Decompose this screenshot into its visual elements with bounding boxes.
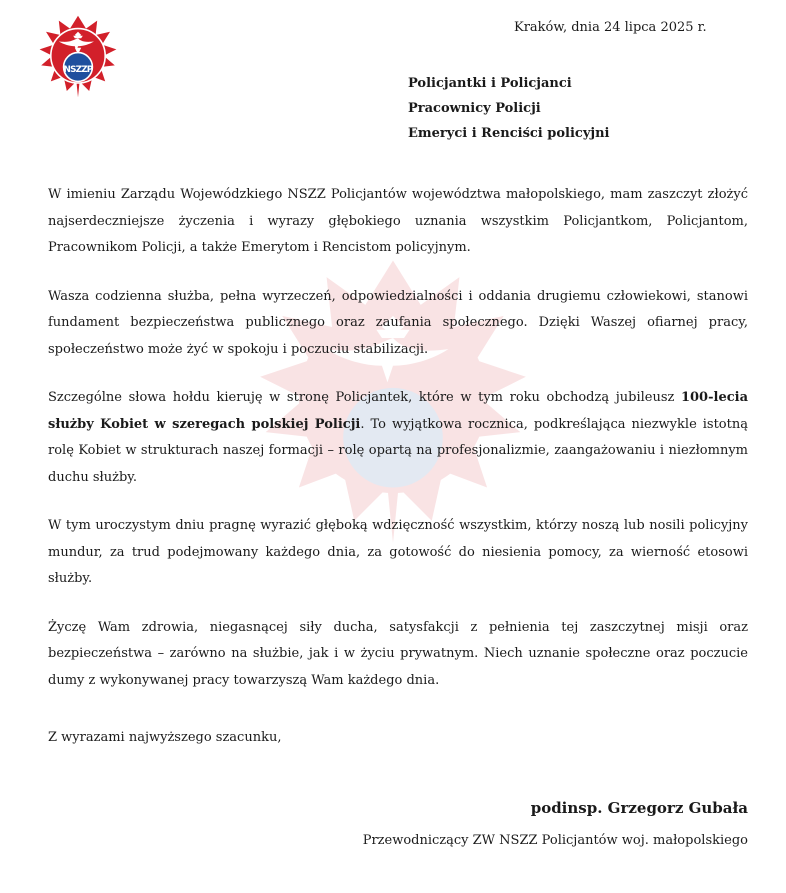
addressee-block bbox=[408, 71, 609, 146]
paragraph-text: Szczególne słowa hołdu kieruję w stronę Policjantek, które w tym roku obchodzą jubileusz bbox=[48, 390, 681, 405]
letter-body bbox=[48, 182, 748, 716]
paragraph: Wasza codzienna służba, pełna wyrzeczeń, odpowiedzialności i oddania drugiemu człowiekowi, stanowi fundament bezpieczeństwa publicznego oraz zaufania społecznego. Dzięki Waszej ofiarnej pracy, społeczeństwo może żyć w spokoju i poczuciu stabilizacji. bbox=[48, 288, 748, 357]
closing-line: Z wyrazami najwyższego szacunku, bbox=[48, 730, 282, 745]
paragraph: W imieniu Zarządu Wojewódzkiego NSZZ Policjantów województwa małopolskiego, mam zaszczyt złożyć najserdeczniejsze życzenia i wyrazy głębokiego uznania wszystkim Policjantkom, Policjantom, Pracownikom Policji, a także Emerytom i Rencistom policyjnym. bbox=[48, 187, 748, 255]
paragraph-text: . To wyjątkowa rocznica, podkreślająca niezwykle istotną rolę Kobiet w strukturach naszej formacji – rolę opartą na profesjonalizmie, zaangażowaniu i niezłomnym duchu służby. bbox=[48, 416, 748, 485]
paragraph-anniversary bbox=[48, 385, 748, 491]
addressee-line: Pracownicy Policji bbox=[408, 101, 541, 116]
paragraph: W tym uroczystym dniu pragnę wyrazić głęboką wdzięczność wszystkim, którzy noszą lub nosili policyjny mundur, za trud podejmowany każdego dnia, za gotowość do niesienia pomocy, za wierność etosowi służby. bbox=[48, 518, 748, 586]
letter-date: Kraków, dnia 24 lipca 2025 r. bbox=[514, 20, 707, 35]
addressee-line: Emeryci i Renciści policyjni bbox=[408, 126, 610, 141]
badge-letters: NSZZP bbox=[63, 64, 93, 75]
nszz-police-badge-logo bbox=[38, 14, 118, 104]
anniversary-highlight: 100-lecia służby Kobiet w szeregach polskiej Policji bbox=[48, 390, 748, 432]
signature-name: podinsp. Grzegorz Gubała bbox=[530, 799, 748, 817]
addressee-line: Policjantki i Policjanci bbox=[408, 76, 572, 91]
paragraph: Życzę Wam zdrowia, niegasnącej siły ducha, satysfakcji z pełnienia tej zaszczytnej misji oraz bezpieczeństwa – zarówno na służbie, jak i w życiu prywatnym. Niech uznanie społeczne oraz poczucie dumy z wykonywanej pracy towarzyszą Wam każdego dnia. bbox=[48, 619, 748, 688]
signature-position: Przewodniczący ZW NSZZ Policjantów woj. małopolskiego bbox=[362, 833, 748, 848]
